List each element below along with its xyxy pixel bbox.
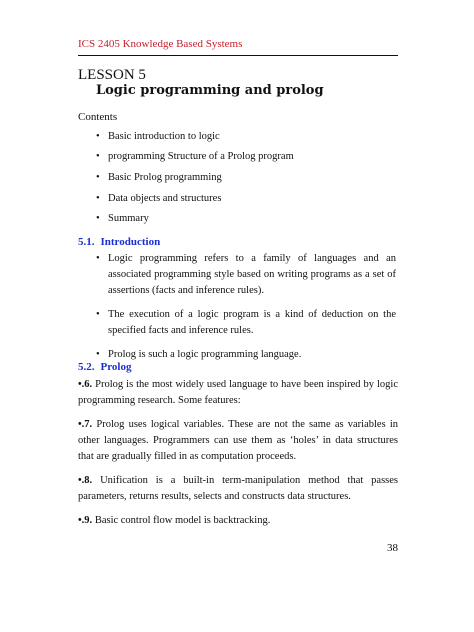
list-item-text: The execution of a logic program is a kind of deduction on the specified facts and inference rules. <box>108 309 396 336</box>
paragraph-label: •.6. <box>78 379 93 390</box>
section-heading-introduction <box>78 236 160 248</box>
bullet-icon: • <box>96 349 100 360</box>
list-item <box>96 251 396 299</box>
paragraph-label: •.9. <box>78 515 93 526</box>
paragraph <box>78 417 398 465</box>
contents-list <box>96 126 396 229</box>
section-title: Prolog <box>100 361 132 373</box>
bullet-icon: • <box>96 151 100 163</box>
paragraph-text: Prolog is the most widely used language to have been inspired by logic programming research. Some features: <box>78 379 399 406</box>
section-number: 5.2. <box>78 361 95 373</box>
bullet-icon: • <box>96 130 100 142</box>
list-item-text: Prolog is such a logic programming language. <box>108 349 302 360</box>
bullet-icon: • <box>96 171 100 183</box>
header-rule <box>78 55 398 56</box>
list-item-text: programming Structure of a Prolog program <box>108 151 294 163</box>
bullet-icon: • <box>96 253 100 264</box>
section-title: Introduction <box>100 236 161 248</box>
paragraph-label: •.7. <box>78 419 93 430</box>
bullet-icon: • <box>96 213 100 225</box>
introduction-bullets <box>96 251 396 371</box>
paragraph <box>78 473 398 505</box>
paragraph-label: •.8. <box>78 475 93 486</box>
bullet-icon: • <box>96 309 100 320</box>
list-item-text: Data objects and structures <box>108 192 222 204</box>
list-item-text: Summary <box>108 213 149 225</box>
section-heading-prolog <box>78 361 131 373</box>
running-header: ICS 2405 Knowledge Based Systems <box>78 38 243 50</box>
section-number: 5.1. <box>78 236 95 248</box>
list-item <box>96 167 396 188</box>
list-item <box>96 126 396 147</box>
list-item-text: Basic introduction to logic <box>108 130 220 142</box>
list-item <box>96 188 396 209</box>
list-item <box>96 147 396 168</box>
list-item <box>96 208 396 229</box>
list-item <box>96 307 396 339</box>
list-item-text: Logic programming refers to a family of languages and an associated programming style based on writing programs as a set of assertions (facts and inference rules). <box>108 253 396 296</box>
paragraph <box>78 513 398 529</box>
lesson-title: LESSON 5 <box>78 67 146 83</box>
lesson-subtitle: Logic programming and prolog <box>96 83 324 98</box>
paragraph <box>78 377 398 409</box>
list-item <box>96 347 396 363</box>
list-item-text: Basic Prolog programming <box>108 171 222 183</box>
paragraph-text: Unification is a built-in term-manipulation method that passes parameters, returns results, selects and constructs data structures. <box>78 475 398 502</box>
bullet-icon: • <box>96 192 100 204</box>
paragraph-text: Basic control flow model is backtracking. <box>94 515 271 526</box>
contents-heading: Contents <box>78 111 118 123</box>
paragraph-text: Prolog uses logical variables. These are not the same as variables in other languages. Programmers can use them as ‘holes’ in data structures that are gradually filled in as computation proceeds. <box>78 419 399 462</box>
page-number: 38 <box>387 542 398 554</box>
